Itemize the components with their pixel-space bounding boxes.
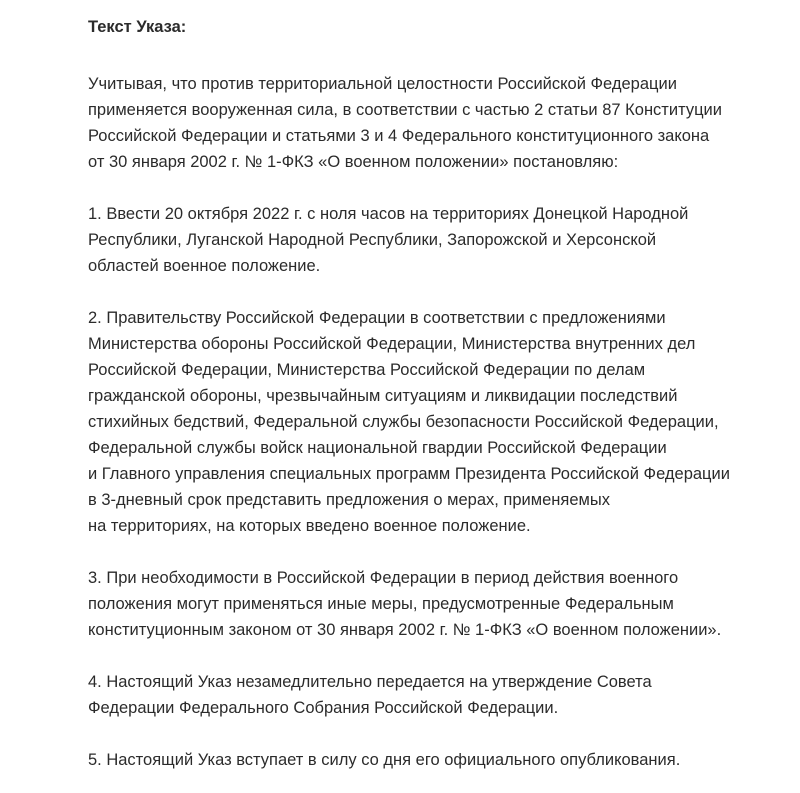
text-line: Учитывая, что против территориальной целостности Российской Федерации <box>88 75 677 93</box>
text-line: 3. При необходимости в Российской Федерации в период действия военного <box>88 569 679 587</box>
clause-4-paragraph <box>88 669 788 721</box>
text-line: 2. Правительству Российской Федерации в соответствии с предложениями <box>88 309 666 327</box>
text-line: и Главного управления специальных программ Президента Российской Федерации <box>88 465 730 483</box>
clause-3-paragraph <box>88 565 788 643</box>
clause-5-paragraph <box>88 747 788 773</box>
text-line: Республики, Луганской Народной Республики, Запорожской и Херсонской <box>88 231 657 249</box>
decree-document <box>88 0 788 773</box>
text-line: 1. Ввести 20 октября 2022 г. с ноля часов на территориях Донецкой Народной <box>88 205 689 223</box>
text-line: положения могут применяться иные меры, предусмотренные Федеральным <box>88 595 674 613</box>
text-line: на территориях, на которых введено военное положение. <box>88 517 531 535</box>
text-line: 5. Настоящий Указ вступает в силу со дня его официального опубликования. <box>88 751 681 769</box>
text-line: 4. Настоящий Указ незамедлительно передается на утверждение Совета <box>88 673 652 691</box>
text-line: Министерства обороны Российской Федерации, Министерства внутренних дел <box>88 335 696 353</box>
text-line: применяется вооруженная сила, в соответствии с частью 2 статьи 87 Конституции <box>88 101 722 119</box>
decree-heading: Текст Указа: <box>88 18 187 36</box>
clause-2-paragraph <box>88 305 788 539</box>
text-line: гражданской обороны, чрезвычайным ситуациям и ликвидации последствий <box>88 387 678 405</box>
text-line: конституционным законом от 30 января 2002 г. № 1-ФКЗ «О военном положении». <box>88 621 722 639</box>
text-line: от 30 января 2002 г. № 1-ФКЗ «О военном положении» постановляю: <box>88 153 619 171</box>
text-line: областей военное положение. <box>88 257 321 275</box>
text-line: в 3-дневный срок представить предложения о мерах, применяемых <box>88 491 610 509</box>
text-line: Федеральной службы войск национальной гвардии Российской Федерации <box>88 439 667 457</box>
text-line: Российской Федерации и статьями 3 и 4 Федерального конституционного закона <box>88 127 710 145</box>
preamble-paragraph <box>88 71 788 175</box>
clause-1-paragraph <box>88 201 788 279</box>
text-line: стихийных бедствий, Федеральной службы безопасности Российской Федерации, <box>88 413 719 431</box>
text-line: Российской Федерации, Министерства Российской Федерации по делам <box>88 361 646 379</box>
text-line: Федерации Федерального Собрания Российской Федерации. <box>88 699 559 717</box>
